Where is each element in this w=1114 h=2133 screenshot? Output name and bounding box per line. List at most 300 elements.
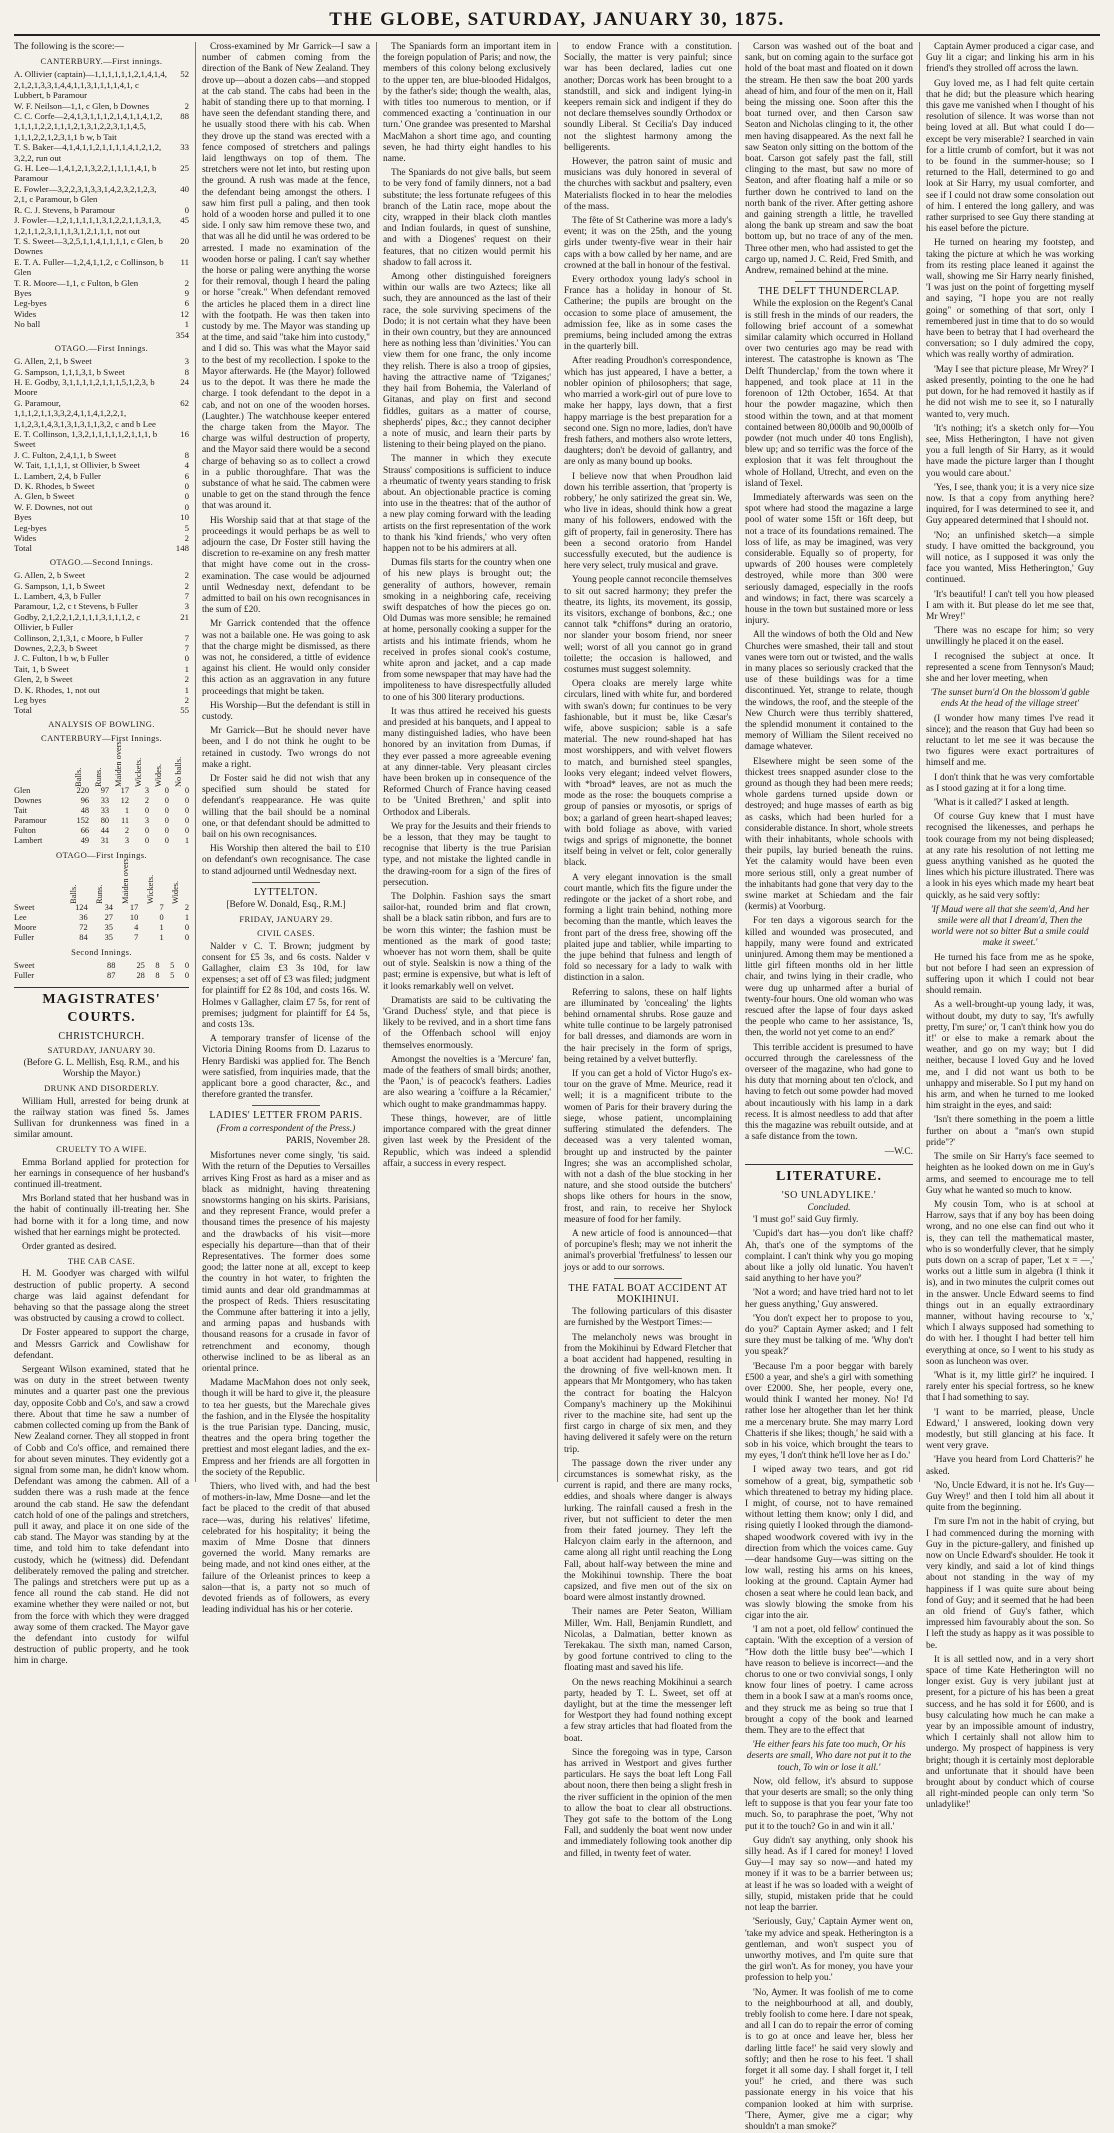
divider [252,882,319,883]
score-runs: 20 [180,235,189,246]
paragraph: Opera cloaks are merely large white circulars, lined with white fur, and bordered with swan's down; fur continues to be very fashionable, but it must be, like Cæsar's wife, above suspicion; sable is a safe material. The new round-shaped hat has most worshippers, and with velvet flowers to match, and burnished steel spangles, looks very elegant; indeed velvet flowers, with *broad* leaves, are not as much the mode as the rose: the bouquets comprise a group of pansies or myosotis, or sprigs of box; a garland of green heart-shaped leaves; with bold foliage as above, with varied twigs and sprigs of mignonette, the bonnet itself being in velvet or felt, color generally black. [564,679,732,869]
score-runs: 8 [184,449,189,460]
score-batsman: W. F. Neilson—1,1, c Glen, b Downes [14,100,150,111]
column-5 [738,42,919,2132]
paragraph: Mr Garrick—But he should never have been, and I do not think he ought to be retained in custody. Two wrongs do not make a right. [202,726,370,770]
bowling-figure: 152 [76,816,90,826]
bowling-figure: 0 [164,826,169,836]
score-row [14,581,189,591]
score-batsman: L. Lambert, 2,4, b Fuller [14,470,101,481]
bowling-row [14,971,189,981]
score-row [14,450,189,460]
score-batsman: G. Sampson, 1,1, b Sweet [14,580,105,591]
paragraph: I recognised the subject at once. It represented a scene from Tennyson's Maud; she and her lover meeting, when [926,651,1094,684]
score-batsman: Collinson, 2,1,3,1, c Moore, b Fuller [14,632,143,643]
paragraph: to endow France with a constitution. Socially, the matter is very painful; since war has been declared, ladies cut one another; Dorcas work has been brought to a standstill, and sick and indigent lying-in keepers remain sick and indigent if they do not declare themselves soundly Orthodox or soundly Liberal. St Cecilia's Day induced not the slightest harmony among the belligerents. [564,42,732,153]
score-row [14,591,189,601]
score-batsman: Leg-byes [14,522,47,533]
paragraph: After reading Proudhon's correspondence, which has just appeared, I have a better, a nobler opinion of philosophers; that sage, who married a work-girl out of pure love to make her happy, lays down, that a first happy marriage is the best preparation for a second one. Sign no more, ladies, don't have fresh fathers, and mothers also wrote letters, daughters; don't be devoid of gallantry, and are only as many bound up books. [564,356,732,468]
bowling-otago2-table [14,961,189,981]
otago-first-heading: OTAGO.—First Innings. [54,342,149,353]
score-runs: 8 [184,366,189,377]
paragraph: Now, old fellow, it's absurd to suppose that your deserts are small; so the only thing left to suppose is that you fear your fate too much. So, to paraphrase the poet, 'Why not put it to the touch? Go in and win it all.' [745,1776,913,1832]
paragraph: Dumas fils starts for the country when one of his new plays is brought out; the generality of authors, however, remain smoking in a neighboring cafe, receiving swift despatches of how the pieces go on. Old Dumas was more sensible; he remained at home, personally cooking a supper for the artists and his intimate friends, whom he received in profes sional cook's costume, white apron and jacket, and a cap made from some newspaper that may have had the impoliteness to have disrespectfully alluded to one of his 300 literary productions. [383,558,551,703]
bowling-figure: 0 [164,816,169,826]
score-row [14,471,189,481]
paragraph: It was thus attired he received his guests and presided at his banquets, and I appeal to many distinguished ladies, who have been honored by an invitation from Dumas, if they ever passed a more agreeable evening at any dinner-table. Very pleasant circles have been broken up in consequence of the Reformed Church of France having ceased to be 'United Brethren,' and split into Orthodox and Liberals. [383,706,551,818]
score-runs: 2 [184,674,189,685]
bowling-figure: 1 [184,913,189,923]
paragraph: Thiers, who lived with, and had the best of mothers-in-law, Mme Dosne—and let the fact be placed to the credit of that abused race—was, during his relatives' lifetime, celebrated for his hospitality; it being the maxim of Mme Dosne that dinners governed the world. Many remarks are being made, and not kind ones either, at the failure of the Orleanist princes to keep a salon—that is, a party not so much of devoted friends as of followers, as every leading individual has his or her coterie. [202,1481,370,1616]
score-batsman: T. S. Sweet—3,2,5,1,1,4,1,1,1,1, c Glen, b Downes [14,235,163,257]
score-runs: 1 [184,319,189,330]
score-batsman: G. Allen, 2, b Sweet [14,570,86,581]
divider [252,1105,319,1106]
score-row [14,319,189,329]
otago-first-table [14,356,189,554]
bowling-column-header: Wickets. [134,757,144,788]
delft-signature: —W.C. [884,1146,913,1157]
bowling-row [14,913,189,923]
score-batsman: L. Lambert, 4,3, b Fuller [14,590,101,601]
paragraph: 'No; an unfinished sketch—a simple study. I have omitted the background, you will notice, as I supposed it was only the face you wanted, Miss Hetherington,' Guy continued. [926,530,1094,586]
bowling-figure: 35 [104,923,113,933]
bowling-figure: 0 [164,786,169,796]
paragraph: On the news reaching Mokihinui a search party, headed by T. L. Sweet, set off at daylight, but at the time the messenger left for Westport they had found nothing except a few stray articles that had floated from the boat. [564,1677,732,1744]
column-4 [557,42,738,1859]
score-runs: 21 [180,611,189,622]
paragraph: I don't think that he was very comfortable as I stood gazing at it for a long time. [926,772,1094,794]
verse: 'The sunset burn'd On the blossom'd gable ends At the head of the village street' [930,688,1090,710]
paragraph: These things, however, are of little importance compared with the great dinner given last week by the President of the Republic, which was indeed a splendid affair, a success in every respect. [383,1113,551,1169]
score-runs: 24 [180,376,189,387]
paragraph: Dr Foster said he did not wish that any specified sum should be stated for defendant's reappearance. He was quite willing that the bail should be a nominal one, or that defendant should be admitted to bail on his own recognisances. [202,774,370,841]
lyttelton-sub: CIVIL CASES. [257,928,315,939]
bowler-name: Tait [14,806,27,816]
paragraph: He turned on hearing my footstep, and taking the picture at which he was working from its resting place leaned it against the wall, showing me Sir Harry nearly finished, 'I was just on the point of forgetting myself and saying, "I hope you are not really going" or something of that sort, only I remembered just in time that to do so would have been to betray that I had overheard the conversation; so I duly admired the copy, which was really worthy of admiration. [926,238,1094,361]
score-runs: 11 [180,256,189,267]
score-runs: 3 [184,356,189,367]
paragraph: Misfortunes never come singly, 'tis said. With the return of the Deputies to Versailles arrives King Frost as hard as a miser and as black as midnight, having threatening snowstorms hanging on his skirts. Parisians, and they represent France, would prefer a thousand times the presence of his majesty and the drawbacks of his visit—more especially his departure—than that of their Representatives. The former does some good; the latter none at all, except to keep the country in hot water, to frighten the timid aunts and dear old grandmammas at the prospect of Reds. Thiers resuscitating the Commune after battering it into a jelly, and arming papas and husbands with thousand reasons for a crusade in favor of retrenchment and economy, though otherwise inclined to be as liberal as an oriental prince. [202,1151,370,1374]
bowling-figure: 8 [155,970,160,980]
bowler-name: Fulton [14,826,36,836]
score-row [14,377,189,398]
paragraph: (I wonder how many times I've read it since); and the reason that Guy had been so reluctant to let me see it was because the two figures were exact portraitures of himself and me. [926,713,1094,769]
bowling-figure: 0 [164,796,169,806]
bowling-otago2-heading: Second Innings. [71,947,132,958]
divider [795,281,862,282]
bowler-name: Glen [14,786,31,796]
score-runs: 25 [180,163,189,174]
bowling-figure: 36 [79,913,88,923]
bowling-figure: 3 [124,836,130,846]
score-runs: 2 [184,100,189,111]
paragraph: Madame MacMahon does not only seek, though it will be hard to give it, the pleasure to tea her guests, but the Marechale gives the fashion, and in the Elysée the hospitality is the true Parisian type. Dancing, music, theatres and the opera bring together the prettiest and most elegant ladies, and the ex-Empress and her friends are all forgotten in the society of the Republic. [202,1378,370,1478]
bowling-column-header: Wides. [154,764,163,788]
bowling-figure: 0 [159,913,164,923]
paragraph: 'There was no escape for him; so very unwillingly he placed it on the easel. [926,626,1094,648]
bowling-figure: 220 [76,786,90,796]
score-batsman: J. C. Fulton, l b w, b Fuller [14,653,109,664]
literature-concluded: Concluded. [807,1202,851,1213]
bowler-name: Downes [14,796,42,806]
bowling-cant-heading: CANTERBURY—First Innings. [41,732,162,743]
score-batsman: D. K. Rhodes, b Sweet [14,481,95,492]
bowling-figure: 2 [124,826,130,836]
bowling-figure: 7 [134,933,139,943]
score-batsman: A. Glen, b Sweet [14,491,75,502]
score-runs: 2 [184,580,189,591]
score-runs: 2 [184,570,189,581]
score-row [14,205,189,215]
paragraph: A new article of food is announced—that of porcupine's flesh; may we not inherit the animal's proverbial 'fretfulness' to lessen our joys or add to our sorrows. [564,1228,732,1273]
delft-heading: THE DELFT THUNDERCLAP. [758,286,900,298]
paragraph: The Spaniards form an important item in the foreign population of Paris; and now, the members of this colony belong exclusively to the upper ten, are blue-blooded Hidalgos, by the father's side; though the wealth, alas, with titles too numerous to mention, or if commenced exacting a 'continuation in our turn.' One grandee was presented to Marshal MacMahon a short time ago, and counting seven, he had thirty eight handles to his name. [383,42,551,165]
score-batsman: A. Ollivier (captain)—1,1,1,1,1,1,2,1,4,1,4, 2,1,2,1,3,3,1,4,4,1,1,3,1,1,1,1,4,1, c Lubbert, b Paramour [14,69,167,101]
columns [14,42,1100,2132]
paragraph: 'Not a word; and have tried hard not to let her guess anything,' Guy answered. [745,1288,913,1310]
score-runs: 12 [180,308,189,319]
paragraph: 'I want to be married, please, Uncle Edward,' I answered, looking down very modestly, but still glancing at his face. It went very grave. [926,1407,1094,1452]
paragraph: H. M. Goodyer was charged with wilful destruction of public property. A second charge was laid against defendant for behaving so that the passage along the street was obstructed by causing a crowd to collect. [14,1269,189,1325]
magistrates-heading: MAGISTRATES' COURTS. [14,987,189,1027]
score-row [14,367,189,377]
canterbury-first-heading: CANTERBURY.—First innings. [40,56,163,67]
score-batsman: E. Fowler—3,2,2,3,1,3,3,1,4,2,3,2,1,2,3, 2,1, c Paramour, b Glen [14,183,157,205]
bowling-row [14,826,189,836]
bowling-figure: 7 [159,903,164,913]
score-batsman: J. Fowler—1,2,1,1,1,1,1,3,1,2,2,1,1,3,1,3, 1,2,1,1,2,3,1,1,1,3,1,2,1,1,1, not out [14,215,162,236]
score-batsman: T. S. Baker—4,1,4,1,1,2,1,1,1,1,4,1,2,1,2, 3,2,2, run out [14,142,162,163]
score-runs: 0 [184,481,189,492]
cricket-intro: The following is the score:— [14,42,124,52]
score-runs: 148 [175,543,189,554]
score-runs: 2 [184,533,189,544]
paragraph: 'Isn't there something in the poem a little further on about a "man's own stupid pride"?' [926,1115,1094,1148]
bowling-figure: 5 [170,960,175,970]
paragraph: 'It's nothing; it's a sketch only for—You see, Miss Hetherington, I have not given you a full length of Sir Harry, as it would have made the picture larger than I thought you would care about.' [926,423,1094,479]
score-runs: 7 [184,590,189,601]
score-runs: 2 [184,694,189,705]
paragraph: 'No, Uncle Edward, it is not he. It's Guy—Guy Wrey!' and then I told him all about it quite from the beginning. [926,1480,1094,1514]
paragraph: While the explosion on the Regent's Canal is still fresh in the minds of our readers, the following brief account of a somewhat similar calamity which occurred in Holland over two centuries ago may be read with interest. The catastrophe is known as 'The Delft Thunderclap,' from the town where it happened, and took place at 11 in the forenoon of 12th October, 1654. At that hour the powder magazine, which then stood within the town, and at that moment contained between 80,000lb and 90,000lb of powder (not much under 40 tons English), blew up; and so terrific was the force of the explosion that it was felt throughout the whole of Holland, Utrecht, and even on the island of Texel. [745,299,913,489]
magistrates-date: SATURDAY, JANUARY 30. [47,1044,156,1055]
score-batsman: W. Tait, 1,1,1,1, st Ollivier, b Sweet [14,460,140,471]
bowling-figure: 0 [184,970,189,980]
bowling-row [14,923,189,933]
score-batsman: Downes, 2,2,3, b Sweet [14,642,98,653]
bowling-figure: 8 [155,960,160,970]
bowling-figure: 96 [80,796,90,806]
ladies-letter-heading: LADIES' LETTER FROM PARIS. [209,1110,363,1122]
paragraph: 'No, Aymer. It was foolish of me to come to the neighbourhood at all, and doubly, trebly foolish to come here. I dare not speak, and all I can do to repair the error of coming is to go at once and leave her, bless her darling little face!' he said very slowly and softly; and then he rose to his feet. 'I shall forget it all some day. I shall forget it, I tell you!' he cried, and there was such passionate energy in his voice that his companion looked at him with surprise. 'There, Aymer, give me a cigar; why shouldn't a man smoke?' [745,1987,913,2132]
magistrates-sub1: DRUNK AND DISORDERLY. [44,1083,159,1094]
bowling-figure: 0 [164,806,169,816]
paragraph: This terrible accident is presumed to have occurred through the carelessness of the overseer of the magazine, who had gone to his duty that morning about ten o'clock, and having to fetch out some powder had moved about incautiously with his lamp in a dark recess. It is almost needless to add that after this the magazine was rebuilt outside, and at a safe distance from the town. [745,1042,913,1143]
paragraph: 'I am not a poet, old fellow' continued the captain. 'With the exception of a version of "How doth the little busy bee"—which I have reason to believe is incorrect—and the chorus to one or two convivial songs, I only know four lines of poetry. I came across them in a book I saw at a man's rooms once, and they struck me as being so true that I brought a copy of the book and learned them. They are to the effect that [745,1625,913,1737]
paragraph: Captain Aymer produced a cigar case, and Guy lit a cigar; and linking his arm in his friend's they strolled off across the lawn. [926,42,1094,75]
score-runs: 0 [184,491,189,502]
bowling-figure: 28 [136,970,145,980]
column-6 [919,42,1100,1811]
score-batsman: Godby, 2,1,2,2,1,2,1,1,1,3,1,1,1,2, c Ollivier, b Fuller [14,611,141,633]
paragraph: The passage down the river under any circumstances is somewhat risky, as the current is rapid, and there are many rocks, eddies, and shoals where danger is always lurking. The rainfall caused a fresh in the river, but not sufficient to deter the men from their fated journey. They left the Halcyon claim early in the afternoon, and came along all right until reaching the Long Fall, about half-way between the mine and the Mokihinui township. There the boat capsized, and five men out of the six on board were almost instantly drowned. [564,1458,732,1604]
score-batsman: H. E. Godby, 3,1,1,1,1,2,1,1,1,5,1,2,3, b Moore [14,376,155,398]
bowling-figure: 33 [100,796,110,806]
bowling-figure: 5 [170,970,175,980]
score-runs: 1 [184,684,189,695]
score-row [14,330,189,340]
paragraph: A very elegant innovation is the small court mantle, which fits the figure under the redingote or the jacket of a short robe, and forming a light train behind, nothing more becoming than the mantle, which leaves the front part of the dress free, showing off the plaited jupe and tablier, while imparting to the jupe behind that fulness and length of fold so necessary for a lady to walk with distinction in a salon. [564,872,732,984]
score-batsman: Wides [14,533,37,544]
bowling-figure: 17 [129,903,139,913]
bowling-figure: 88 [107,960,116,970]
score-runs: 62 [180,397,189,408]
bowling-figure: 10 [129,913,139,923]
bowling-figure: 48 [80,806,90,816]
score-runs: 52 [180,69,189,80]
score-runs: 7 [184,632,189,643]
paragraph: Their names are Peter Seaton, William Miller, Wm. Hall, Benjamin Rundlett, and Nicolas, a Dalmatian, better known as Terekakau. The sixth man, named Carson, by good fortune contrived to cling to the floating mast and saved his life. [564,1607,732,1674]
paragraph: I wiped away two tears, and got rid somehow of a great, big, sympathetic sob which threatened to betray my hiding place. I might, of course, not to have remained without letting them know; only I did, and rising quietly I looked through the diamond-shaped woodwork covered with ivy in the direction from which the voices came. Guy—dear handsome Guy—was sitting on the low wall, resting his arms on his knees, looking at the ground. Captain Aymer had chosen a seat where he could lean back, and was slowly blowing the smoke from his cigar into the air. [745,1465,913,1622]
score-row [14,111,189,142]
score-row [14,184,189,205]
bowling-figure: 3 [144,816,150,826]
paragraph: Cross-examined by Mr Garrick—I saw a number of cabmen coming from the direction of the Bank of New Zealand. They drove up—about a dozen cabs—and stopped at the cab stand. The cabs had been in the habit of standing there up to that morning. I have seen the defendant standing there, and he usually stood there with his cab. When they drove up the stand was erected with a fence composed of stretchers and palings laid lengthways on top of them. The stretchers were not let into, but resting upon the ground. A rush was made at the fence, the defendant being amongst the others. I saw him first pull a paling, and then took hold of a wooden horse and pulled it to one side. I only saw him remove these two, and that was all he did until he was ordered to be arrested. I made no examination of the wooden horse or paling. I can't say whether the horse or paling were anything the worse for their removal, though I heard the paling or horse "creak." When defendant removed the articles he placed them in a direct line with the footpath. He was then taken into custody by me. The Mayor was standing up at the time, and said "take him into custody," and I did so. This was what the Mayor said to the best of my recollection. I spoke to the Mayor afterwards. He (the Mayor) followed us to the depot. It was there he made the charge. I took defendant to the depot in a cab, and not on one of the wooden horses. (Laughter.) The watchhouse keeper entered the charge taken from the Mayor. The charge was wilful destruction of property, and the Mayor said there would be a second charge of behaving so as to collect a crowd in a public thoroughfare. That was the substance of what he said. The cabmen were unable to get on the stand through the fence that was around it. [202,42,370,512]
score-runs: 9 [184,287,189,298]
paragraph: 'What is it called?' I asked at length. [934,798,1070,808]
score-runs: 45 [180,215,189,226]
score-batsman: D. K. Rhodes, 1, not out [14,684,100,695]
paragraph: 'You don't expect her to propose to you, do you?' Captain Aymer asked; and I felt sure they must be talking of me. 'Why don't you speak?' [745,1313,913,1358]
score-row [14,481,189,491]
score-batsman: G. Allen, 2,1, b Sweet [14,356,92,367]
paragraph: It is all settled now, and in a very short space of time Kate Hetherington will no longer exist. Guy is very jubilant just at present, for a picture of his has been a great success, and he has sold it for £600, and is busy calculating how much he can make a year by an impossible amount of industry, which I certainly shall not allow him to undergo. My prospect of happiness is very bright; though it is certainly most deplorable and unfortunate that it should have been brought about by conduct which of course all right-minded people can only term 'So unladylike!' [926,1654,1094,1811]
column-1 [14,42,195,1667]
paragraph: As a well-brought-up young lady, it was, without doubt, my duty to say, 'It's awfully pretty, I'm sure;' or, 'I can't think how you do it!' or else to make a remark about the weather, and go on my way; but I did neither, because I loved Guy and he loved me, and I did not want us both to be unhappy and miserable. So I put my hand on his arm, and when he turned to me looked him straight in the eyes, and said: [926,1000,1094,1112]
score-row [14,309,189,319]
paragraph: 'It's beautiful! I can't tell you how pleased I am with it. But please do let me see that, Mr Wrey!' [926,589,1094,622]
bowler-name: Moore [14,923,37,933]
bowling-figure: 0 [184,806,189,816]
score-row [14,429,189,450]
bowling-figure: 1 [184,836,189,846]
magistrates-sub3: THE CAB CASE. [67,1256,136,1267]
magistrates-bench: (Before G. L. Mellish, Esq. R.M., and his Worship the Mayor.) [23,1058,180,1080]
paragraph: 'May I see that picture please, Mr Wrey?' I asked presently, pointing to the one he had put down, for he had removed it hastily as if he did not wish me to see it, so I naturally wanted to, very much. [926,364,1094,420]
paragraph: 'Cupid's dart has—you don't like chaff? Ah, that's one of the symptoms of the complaint. I can't think why you go moping about like a jolly old lunatic. You haven't said anything to her have you?' [745,1229,913,1285]
score-runs: 7 [184,642,189,653]
paragraph: 'Because I'm a poor beggar with barely £500 a year, and she's a girl with something over £2000. She, her people, every one, would think I wanted her money. No! I'd rather lose her altogether than let her think me a mercenary brute. She may marry Lord Chatteris if she likes; though,' he said with a sob in his voice, which brought the tears to my eyes, 'I don't think he'll love her as I do.' [745,1361,913,1462]
bowling-figure: 0 [184,826,189,836]
bowling-figure: 17 [120,786,130,796]
paragraph: Guy didn't say anything, only shook his silly head. As if I cared for money! I loved Guy—I may say so now—and hated my money if it was to be a barrier between us; at least if he was so loaded with a weight of silly, stupid, mistaken pride that he could not leap the barrier. [745,1835,913,1914]
paragraph: Carson was washed out of the boat and sank, but on coming again to the surface got hold of the boat mast and floated on it down the stream. He then saw the boat 200 yards ahead of him, and four of the men on it, Hall being the missing one. Soon after this the boat turned over, and then Carson saw Seaton and Nicholas clinging to it, the other men having disappeared. As the next fall he saw Seaton only sitting on the bottom of the boat. Carson got safely past the fall, still clinging to the mast, but saw no more of Seaton, and after floating half a mile or so further down he contrived to land on the north bank of the river. After getting ashore and gaining strength a little, he travelled along the bank up stream and saw the boat bottom up, but no trace of any of the men. Three other men, who had assisted to get the cargo up, named J. C. Reid, Fred Smith, and Andrew, remained behind at the mine. [745,42,913,277]
bowling-figure: 3 [144,786,150,796]
paragraph: My cousin Tom, who is at school at Harrow, says that if any boy has been doing wrong, and no one else can find out who it is, they can tell the mathematical master, who is so wonderfully clever, that he simply puts down on a scrap of paper, 'Let x = —,' works out a little sum in algebra (I think it is), and in two minutes the culprit comes out in the answer. Uncle Edward seems to find things out in an equally extraordinary manner, without having recourse to 'x,' which I always supposed had something to do with her. I thought I had better tell him everything at once, so I went to his study as soon as luncheon was over. [926,1199,1094,1367]
paragraph: Dramatists are said to be cultivating the 'Grand Duchess' style, and that piece is likely to be revived, and in a short time fans of the Offenbach school will enjoy themselves enormously. [383,995,551,1051]
verse: 'If Maud were all that she seem'd, And her smile were all that I dream'd, Then the world were not so bitter But a smile could make it sweet.' [930,904,1090,949]
bowling-figure: 1 [159,923,164,933]
bowling-figure: 0 [184,923,189,933]
bowling-column-header: Maiden overs. [120,856,130,905]
bowling-column-header: Balls. [73,767,83,788]
column-2 [195,42,376,1616]
bowling-column-header: Balls. [69,885,79,905]
score-batsman: R. C. J. Stevens, b Paramour [14,204,115,215]
bowling-row [14,796,189,806]
bowling-figure: 97 [100,786,110,796]
score-row [14,643,189,653]
score-row [14,215,189,236]
score-batsman: Byes [14,512,32,523]
score-batsman: Glen, 2, b Sweet [14,674,73,685]
score-runs: 354 [175,329,189,340]
literature-heading: LITERATURE. [745,1164,913,1186]
paragraph: Dr Foster appeared to support the charge, and Messrs Garrick and Cowlishaw for defendant. [14,1328,189,1361]
paragraph: Nalder v C. T. Brown; judgment by consent for £5 3s, and 6s costs. Nalder v Gallagher, claim £3 3s 10d, for law expenses; a set off of £3 was filed; judgment for plaintiff for £2 8s 10d, and costs 16s. W. Holmes v Gallagher, claim £7 5s, for rent of premises; judgment for plaintiff for £4 5s, and costs 13s. [202,941,370,1031]
paragraph: The smile on Sir Harry's face seemed to heighten as he looked down on me in Guy's arms, and seemed to encourage me to tell Guy what he wanted so much to know. [926,1152,1094,1196]
score-runs: 6 [184,298,189,309]
boat-heading: THE FATAL BOAT ACCIDENT AT MOKIHINUI. [568,1282,728,1305]
score-batsman: Total [14,543,32,554]
paragraph: His Worship—But the defendant is still in custody. [202,700,370,722]
score-runs: 88 [180,111,189,122]
paragraph: Young people cannot reconcile themselves to sit out sacred harmony; they prefer the theatre, its lights, its movement, its gossip, its visitors, exchange of bonbons, &c.; one cannot talk *chiffons* during an oratorio, nor slander your bosom friend, nor sneer well; worst of all you cannot go in grand toilette; the occasion is hallowed, and costumes must suggest solemnity. [564,575,732,675]
paragraph: William Hull, arrested for being drunk at the railway station was fined 5s. James Sullivan for drunkenness was fined in a similar amount. [14,1096,189,1141]
magistrates-place: CHRISTCHURCH. [58,1030,145,1042]
canterbury-first-table [14,69,189,340]
paragraph: The Spaniards do not give balls, but seem to be very fond of family dinners, not a bad substitute; the less fortunate refugees of this branch of the Latin race, mope about the city, wrapped in their black cloth mantles and Indian foulards, in quest of sunshine, and with a Diogenes' request on their features, that no citizen would permit his shadow to fall across it. [383,168,551,268]
score-row [14,570,189,580]
paragraph: Order granted as desired. [22,1242,117,1253]
score-row [14,163,189,184]
score-row [14,523,189,533]
score-batsman: No ball [14,319,41,330]
bowling-figure: 31 [100,836,110,846]
analysis-heading: ANALYSIS OF BOWLING. [48,718,155,729]
bowling-figure: 0 [184,796,189,806]
bowling-otago-heading: OTAGO—First Innings. [56,850,147,861]
bowling-figure: 87 [107,970,116,980]
score-batsman: W. F. Downes, not out [14,501,93,512]
bowling-figure: 27 [104,913,113,923]
magistrates-sub2: CRUELTY TO A WIFE. [56,1144,147,1155]
column-3 [376,42,557,1482]
bowling-column-header: No balls. [173,756,183,788]
bowling-figure: 0 [184,786,189,796]
score-row [14,601,189,611]
paragraph: 'Yes, I see, thank you; it is a very nice size now. Is that a copy from anything here? inquired, for I was determined to see it, and Guy appeared determined that I should not. [926,482,1094,527]
lyttelton-bench: [Before W. Donald, Esq., R.M.] [226,900,346,911]
literature-title: 'SO UNLADYLIKE.' [781,1189,877,1201]
bowling-row [14,806,189,816]
bowling-figure: 34 [104,903,113,913]
paragraph: Elsewhere might be seen some of the thickest trees snapped asunder close to the ground as though they had been mere reeds; whole gardens turned upside down or destroyed; and huge masses of earth as big as casks, which had been hurled for a considerable distance. In short, whole streets with their inhabitants, whole schools with their pupils, lay buried beneath the ruins. Yet the calamity would have been even more serious still, only a great number of the inhabitants had gone that very day to the swine market at Schiedam and the fair (kermis) at Voorburg. [745,756,913,913]
bowling-header-row [14,863,189,903]
score-row [14,612,189,633]
paragraph: Immediately afterwards was seen on the spot where had stood the magazine a large pool of water some 15ft or 16ft deep, but not a trace of its foundations remained. The loss of life, as may be imagined, was very considerable. Equally so of property, for upwards of 200 houses were completely destroyed, while more than 300 were seriously damaged, especially in the roofs and windows; in fact, there was scarcely a house in the town but sustained more or less injury. [745,492,913,627]
bowling-row [14,903,189,913]
paragraph: For ten days a vigorous search for the killed and wounded was prosecuted, and happily, many were found and extricated uninjured. Among them may be mentioned a little girl fifteen months old in her little chair, and twins lying in their cradle, who were dug up unharmed after a burial of twenty-four hours. One old woman who was rescued after the lapse of four days asked the people who came to her assistance, 'Is, then, the world not yet come to an end?' [745,916,913,1039]
score-row [14,695,189,705]
ladies-letter-dateline: PARIS, November 28. [285,1135,370,1146]
verse: 'He either fears his fate too much, Or his deserts are small, Who dare not put it to the touch, To win or lose it all.' [746,1740,912,1773]
bowling-figure: 0 [184,816,189,826]
score-runs: 33 [180,142,189,153]
score-row [14,101,189,111]
bowling-row [14,816,189,826]
bowling-figure: 2 [144,796,150,806]
bowling-figure: 1 [159,933,164,943]
bowling-figure: 12 [120,796,130,806]
score-batsman: E. T. A. Fuller—1,2,4,1,1,2, c Collinson, b Glen [14,256,164,278]
paragraph: However, the patron saint of music and musicians was duly honored in several of the churches with sackbut and psaltery, even Materialists flocked in to hear the melodies of the mass. [564,157,732,212]
score-runs: 1 [184,663,189,674]
lyttelton-heading: LYTTELTON. [254,886,318,898]
score-row [14,653,189,663]
bowling-figure: 72 [79,923,88,933]
score-row [14,491,189,501]
paragraph: The following particulars of this disaster are furnished by the Westport Times:— [564,1307,732,1329]
lyttelton-date: FRIDAY, JANUARY 29. [239,914,333,925]
bowling-column-header: Wides. [171,881,181,905]
bowling-figure: 124 [75,903,88,913]
bowler-name: Fuller [14,933,35,943]
bowler-name: Lambert [14,836,43,846]
score-row [14,278,189,288]
score-row [14,356,189,366]
score-runs: 0 [184,653,189,664]
bowling-figure: 0 [144,806,150,816]
bowling-figure: 25 [136,960,145,970]
paragraph: 'What is it, my little girl?' he inquired. I rarely enter his special fortress, so he knew that I had something to say. [926,1370,1094,1404]
score-batsman: Paramour, 1,2, c t Stevens, b Fuller [14,601,138,612]
bowling-figure: 44 [100,826,110,836]
bowling-figure: 11 [120,816,130,826]
score-batsman: E. T. Collinson, 1,3,2,1,1,1,1,1,2,1,1,1, b Sweet [14,429,158,450]
paragraph: Since the foregoing was in type, Carson has arrived in Westport and gives further particulars. He says the boat left Long Fall about noon, there then being a slight fresh in the river sufficient in the opinion of the men to allow the boat to clear all obstructions. They got safe to the bottom of the Long Fall, and suddenly the boat went now under and immediately following took another dip and filled, in twenty feet of water. [564,1747,732,1859]
bowling-figure: 33 [100,806,110,816]
score-row [14,664,189,674]
bowling-figure: 0 [144,836,150,846]
paragraph: 'Have you heard from Lord Chatteris?' he asked. [926,1455,1094,1477]
bowling-figure: 0 [144,826,150,836]
divider [614,1278,681,1279]
ladies-letter-from: (From a correspondent of the Press.) [216,1123,356,1134]
score-batsman: Byes [14,287,32,298]
score-batsman: J. C. Fulton, 2,4,1,1, b Sweet [14,449,117,460]
paragraph: I'm sure I'm not in the habit of crying, but I had commenced during the morning with Guy in the picture-gallery, and finished up now on Uncle Edward's shoulder. He took it very kindly, and said a lot of kind things about not standing in the way of my happiness if I was quite sure about being fond of Guy; and it seemed that he had been an old friend of Guy's father, which impressed him favourably about the son. So I left the study as happy as it was possible to be. [926,1517,1094,1651]
score-row [14,533,189,543]
paragraph: Sergeant Wilson examined, stated that he was on duty in the street between twenty minutes and a quarter past one the previous day, opposite Cobb and Co's, and saw a crowd there. About that time he saw a number of cabmen collected coming up from the Bank of New Zealand corner. They all stopped in front of Cobb and Co's office, and remained there for about seven minutes. They evidently got a signal from some man, he didn't know whom. Defendant was among the cabmen. All of a sudden there was a rush made at the fence around the cab stand. He saw the defendant catch hold of one of the palings and stretchers, pull it away, and place it on one side of the cab stand. The Mayor was standing by at the time, and told him to take defendant into custody, which he (witness) did. Defendant deliberately removed the paling and stretcher. The palings and stretchers were put up as a fence all round the cab stand. He did not examine whether they were nailed or not, but from the force with which they were dragged away some of them cracked. The Mayor gave the defendant into custody for wilful destruction of public property, and he took him in charge. [14,1365,189,1667]
bowling-figure: 35 [104,933,113,943]
paragraph: A temporary transfer of license of the Victoria Dining Rooms from D. Lazarus to Henry Bardiski was applied for. The Bench were satisfied, from inquiries made, that the applicant bore a good character, &c., and therefore granted the transfer. [202,1034,370,1101]
paragraph: The manner in which they execute Strauss' compositions is sufficient to induce a rheumatic of twenty years standing to frisk about. An objectionable practice is coming into use in the theatres: that of the author of a new play coming forward with the leading artists on the first representation of the work to thank his 'kind friends,' who very often happen not to be his admirers at all. [383,454,551,554]
otago-second-heading: OTAGO.—Second Innings. [49,556,154,567]
bowling-row [14,836,189,846]
score-row [14,142,189,163]
bowling-figure: 84 [79,933,88,943]
bowling-figure: 49 [80,836,90,846]
paragraph: Of course Guy knew that I must have recognised the likenesses, and perhaps he took courage from my not being displeased; at any rate his resolution of not letting me guess anything vanished as he quoted the lines which his picture illustrated. There was a look in his eyes which made my heart beat quickly, as he said very softly: [926,812,1094,901]
paragraph: Referring to salons, these on half lights are illuminated by 'concealing' the lights behind ornamental shrubs. Rose gauze and white tulle continue to be largely patronised for ball dresses, and diamonds are worn in the hair precisely in the form of sprigs, being retained by a velvet butterfly. [564,987,732,1065]
score-batsman: T. R. Moore—1,1, c Fulton, b Glen [14,277,139,288]
bowling-figure: 0 [164,836,169,846]
bowling-figure: 66 [80,826,90,836]
bowling-row [14,961,189,971]
bowling-column-header: Wickets. [145,875,155,905]
